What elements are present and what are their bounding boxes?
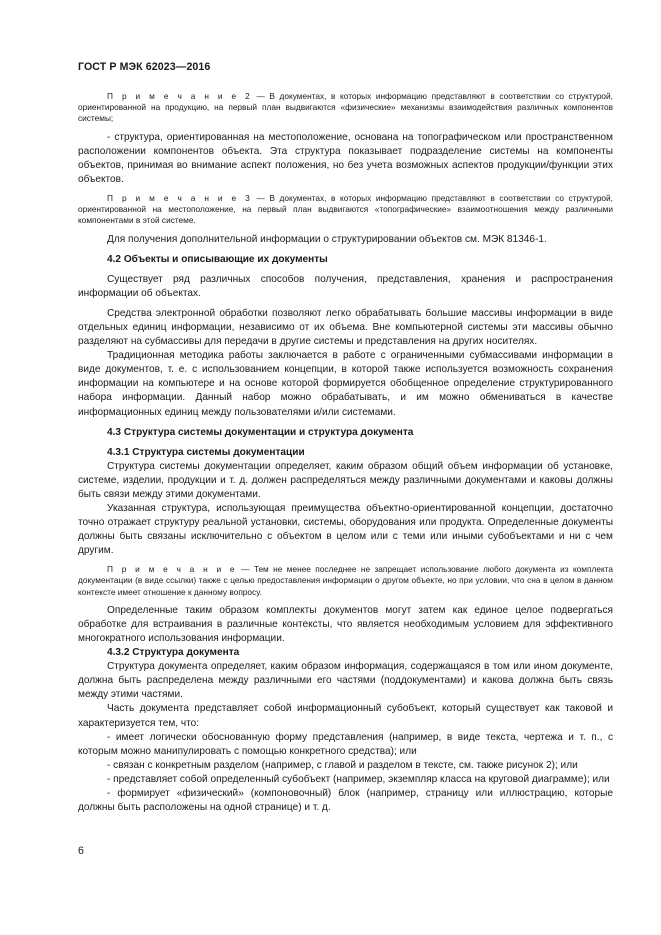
page-body — [78, 91, 613, 815]
section-heading-4-3: 4.3 Структура системы документации и структура документа — [107, 426, 414, 438]
note-text: — Тем не менее последнее не запрещает использование любого документа из комплекта документации (в виде ссылки) также с целью предоставления информации о другом объекте, но при условии, что сна в целом в данном контексте имеет отношение к данному вопросу. — [78, 564, 613, 597]
note-text: — В документах, в которых информацию представляют в соответствии со структурой, ориентированной на местоположение, на первый план выдвигаются «топографические» взаимоотношения между различными компонентами в этой системе. — [78, 192, 613, 226]
paragraph: Часть документа представляет собой информационный субобъект, который существует как таковой и характеризуется тем, что: — [78, 703, 613, 729]
page-number: 6 — [78, 845, 84, 857]
note-2 — [78, 91, 613, 125]
list-item: - связан с конкретным разделом (например, с главой и разделом в тексте, см. также рисунок 2); или — [107, 759, 578, 771]
list-item: - представляет собой определенный субобъект (например, экземпляр класса на круговой диаграмме); или — [107, 773, 610, 785]
paragraph: Традиционная методика работы заключается в работе с ограниченными субмассивами информации в виде документов, т. е. с использованием концепции, в которой также используется возможность сохранения информации на компьютере и на основе которой формируется обобщенное определение структурированного набора информации. Данный набор можно обрабатывать, и им можно обмениваться в качестве информационных единиц между пользователями и/или системами. — [78, 350, 613, 418]
subsection-heading-4-3-2: 4.3.2 Структура документа — [107, 647, 240, 659]
document-header: ГОСТ Р МЭК 62023—2016 — [78, 61, 211, 73]
paragraph: Указанная структура, использующая преимущества объектно-ориентированной концепции, достаточно точно отражает структуру реальной установки, системы, оборудования или продукта. Определенные документы должны быть связаны исключительно с объектом в целом или с теми или иными субобъектами и ни с чем другим. — [78, 502, 613, 557]
list-item: - имеет логически обоснованную форму представления (например, в виде текста, чертежа и т. п., с которым можно манипулировать с помощью конкретного средства); или — [78, 731, 613, 757]
note-4 — [78, 564, 613, 598]
paragraph: Структура документа определяет, каким образом информация, содержащаяся в том или ином документе, должна быть распределена между различными его частями (поддокументами) и какова должна быть связь между этими частями. — [78, 661, 613, 701]
note-3 — [78, 193, 613, 227]
note-label: П р и м е ч а н и е — [107, 564, 237, 575]
paragraph: Средства электронной обработки позволяют легко обрабатывать большие массивы информации в виде отдельных единиц информации, независимо от их объема. Вне компьютерной системы эти массивы обычно разделяют на субмассивы для передачи в другие системы и представления на других носителях. — [78, 307, 613, 348]
paragraph: Существует ряд различных способов получения, представления, хранения и распространения информации об объектах. — [78, 273, 613, 299]
paragraph-structure-location: - структура, ориентированная на местоположение, основана на топографическом или пространственном расположении компонентов объекта. Эта структура показывает подразделение системы на компоненты объектов, принимая во внимание аспект положения, но без учета возможных аспектов продукции/функции этих объектов. — [78, 131, 613, 185]
section-heading-4-2: 4.2 Объекты и описывающие их документы — [107, 253, 328, 265]
note-label: П р и м е ч а н и е 3 — [107, 192, 252, 203]
paragraph: Структура системы документации определяет, каким образом общий объем информации об установке, системе, изделии, продукции и т. д. должен распределяться между различными документами и каковы должны быть связи между этими документами. — [78, 460, 613, 500]
paragraph-more-info: Для получения дополнительной информации о структурировании объектов см. МЭК 81346-1. — [107, 233, 547, 245]
paragraph: Определенные таким образом комплекты документов могут затем как единое целое подвергаться обработке для встраивания в различные контексты, что является необходимым условием для эффективного многократного использования информации. — [78, 604, 613, 645]
list-item: - формирует «физический» (компоновочный) блок (например, страницу или иллюстрацию, которые должны быть расположены на одной странице) и т. д. — [78, 788, 613, 814]
note-text: — В документах, в которых информацию представляют в соответствии со структурой, ориентированной на продукцию, на первый план выдвигаются «физические» механизмы взаимодействия различных компонентов системы; — [78, 91, 613, 124]
subsection-heading-4-3-1: 4.3.1 Структура системы документации — [107, 446, 305, 458]
note-label: П р и м е ч а н и е 2 — [107, 91, 252, 101]
